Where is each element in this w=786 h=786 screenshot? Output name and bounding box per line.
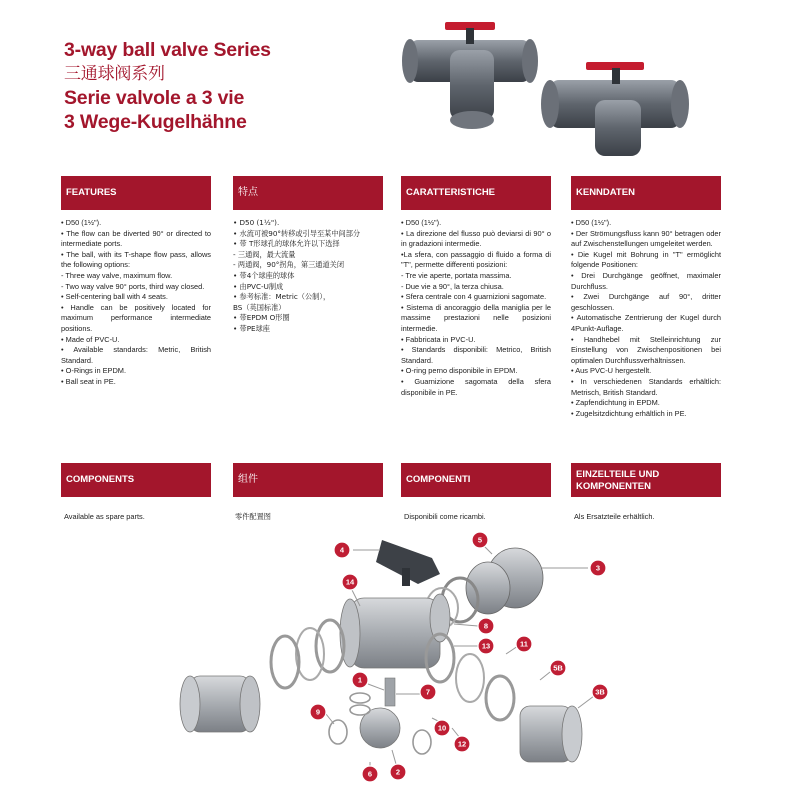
feature-line: • Handle can be positively located for maximum performance intermediate positions. [61, 302, 211, 333]
features-zh-body [233, 210, 383, 335]
components-it-header: COMPONENTI [401, 463, 551, 497]
callout-12-label: 12 [457, 739, 467, 749]
feature-line: • Die Kugel mit Bohrung in "T" ermöglicht folgende Positionen: [571, 249, 721, 270]
feature-line: • Der Strömungsfluss kann 90° betragen oder auf Zwischenstellungen umgeleitet werden. [571, 228, 721, 249]
feature-line: • La direzione del flusso può deviarsi di 90° o in gradazioni intermedie. [401, 228, 551, 249]
components-en-note: Available as spare parts. [64, 512, 145, 521]
callout-8-label: 8 [483, 621, 489, 631]
valve-body-part [340, 594, 450, 668]
callout-8 [454, 618, 494, 634]
feature-line: • In verschiedenen Standards erhältlich: Metrisch, British Standard. [571, 376, 721, 397]
callout-6-label: 6 [367, 769, 373, 779]
callout-5-label: 5 [477, 535, 483, 545]
components-zh-header-text: 组件 [238, 474, 258, 485]
features-zh-column [233, 176, 383, 335]
feature-line: • 带 T形球孔的球体允许以下选择 [233, 239, 340, 249]
callout-13-label: 13 [481, 641, 491, 651]
ball-and-stem [329, 675, 431, 754]
callout-10 [432, 718, 450, 736]
valve-photo-1 [402, 22, 538, 129]
components-zh-note: 零件配置图 [235, 512, 271, 521]
callout-4-label: 4 [339, 545, 345, 555]
callout-10-label: 10 [437, 723, 447, 733]
feature-line: - 两通阀，90°拐角，第三通道关闭 [233, 260, 345, 270]
callout-3-label: 3 [595, 563, 601, 573]
title-en: 3-way ball valve Series [64, 39, 271, 61]
callout-1-label: 1 [357, 675, 363, 685]
feature-line: • 由PVC-U制成 [233, 281, 284, 291]
features-en-header: FEATURES [61, 176, 211, 210]
callout-13 [454, 638, 494, 654]
title-it: Serie valvole a 3 vie [64, 87, 245, 109]
callout-5 [472, 532, 492, 554]
callout-1 [352, 672, 384, 690]
feature-line: BS（英国标准） [233, 302, 286, 312]
feature-line: • 水流可被90°转移或引导至某中间部分 [233, 228, 361, 238]
callout-2-label: 2 [395, 767, 401, 777]
callout-7-label: 7 [425, 687, 431, 697]
components-en-header: COMPONENTS [61, 463, 211, 497]
feature-line: • D50 (1½"). [233, 218, 280, 227]
features-zh-header [233, 176, 383, 210]
feature-line: • The flow can be diverted 90° or directed to intermediate ports. [61, 228, 211, 249]
left-rings [271, 620, 344, 688]
components-zh-header [233, 463, 383, 497]
feature-line: • Zapfendichtung in EPDM. [571, 398, 660, 408]
feature-line: • 带4个球座的球体 [233, 270, 295, 280]
features-it-column [401, 176, 551, 398]
feature-line: • Guarnizione sagomata della sfera disponibile in PE. [401, 376, 551, 397]
feature-line: • Sfera centrale con 4 guarnizioni sagomate. [401, 292, 547, 302]
callout-3 [542, 560, 606, 576]
features-de-column [571, 176, 721, 419]
components-it-note: Disponibili come ricambi. [404, 512, 486, 521]
feature-line: •La sfera, con passaggio di fluido a forma di "T", permette differenti posizioni: [401, 249, 551, 270]
feature-line: • 带EPDM O形圈 [233, 313, 290, 323]
feature-line: • Drei Durchgänge geöffnet, maximaler Durchfluss. [571, 270, 721, 291]
callout-3b-label: 3B [595, 687, 605, 697]
exploded-diagram [170, 528, 630, 786]
feature-line: • The ball, with its T-shape flow pass, allows the following options: [61, 249, 211, 270]
callout-12 [452, 728, 470, 752]
callout-3b [578, 684, 608, 708]
callout-5b [540, 660, 566, 680]
feature-line: • D50 (1½"). [571, 218, 612, 227]
product-photo [390, 10, 700, 170]
feature-line: • Sistema di ancoraggio della maniglia per le massime prestazioni nelle posizioni intermedie. [401, 302, 551, 333]
callout-4 [334, 542, 380, 558]
feature-line: - Two way valve 90° ports, third way closed. [61, 281, 205, 291]
components-en-column [61, 463, 211, 497]
feature-line: • D50 (1½"). [401, 218, 442, 227]
components-zh-column [233, 463, 383, 497]
feature-line: - Three way valve, maximum flow. [61, 270, 173, 280]
callout-6 [362, 762, 378, 782]
feature-line: • D50 (1½"). [61, 218, 102, 227]
union-left [180, 676, 260, 732]
feature-line: • O-Rings in EPDM. [61, 366, 127, 376]
callout-11 [506, 636, 532, 654]
title-de: 3 Wege-Kugelhähne [64, 111, 247, 133]
features-it-body [401, 210, 551, 398]
feature-line: • 参考标准：Metric（公制）， [233, 292, 331, 302]
feature-line: • Available standards: Metric, British Standard. [61, 345, 211, 365]
feature-line: • Standards disponibili: Metrico, British Standard. [401, 345, 551, 365]
feature-line: • Handhebel mit Stelleinrichtung zur Einstellung von Zwischenpositionen bei optimalen Durchflussverhältnissen. [571, 334, 721, 365]
feature-line: • Fabbricata in PVC-U. [401, 334, 476, 344]
callout-9 [310, 704, 334, 724]
feature-line: - Tre vie aperte, portata massima. [401, 270, 512, 280]
bottom-right-parts [426, 634, 582, 762]
feature-line: • O-ring perno disponibile in EPDM. [401, 366, 518, 376]
callout-9-label: 9 [315, 707, 321, 717]
components-it-column [401, 463, 551, 497]
feature-line: • 带PE球座 [233, 323, 270, 333]
feature-line: - Due vie a 90°, la terza chiusa. [401, 281, 504, 291]
feature-line: • Zwei Durchgänge auf 90°, dritter geschlossen. [571, 292, 721, 312]
feature-line: • Made of PVC-U. [61, 334, 120, 344]
features-zh-header-text: 特点 [238, 187, 258, 198]
features-de-body [571, 210, 721, 419]
valve-photo-2 [541, 62, 689, 156]
components-de-header: EINZELTEILE UND KOMPONENTEN [571, 463, 721, 497]
feature-line: • Zugelsitzdichtung erhältlich in PE. [571, 408, 687, 418]
features-it-header: CARATTERISTICHE [401, 176, 551, 210]
feature-line: • Aus PVC-U hergestellt. [571, 366, 652, 376]
callout-11-label: 11 [520, 639, 528, 649]
feature-line: - 三通阀，最大流量 [233, 249, 296, 259]
feature-line: • Automatische Zentrierung der Kugel durch 4Punkt-Auflage. [571, 313, 721, 333]
components-de-column [571, 463, 721, 497]
feature-line: • Ball seat in PE. [61, 376, 116, 386]
callout-7 [396, 684, 436, 700]
components-de-note: Als Ersatzteile erhältlich. [574, 512, 655, 521]
feature-line: • Self-centering ball with 4 seats. [61, 292, 168, 302]
title-zh: 三通球阀系列 [64, 64, 165, 84]
features-de-header: KENNDATEN [571, 176, 721, 210]
features-en-body [61, 210, 211, 388]
title-block [64, 38, 271, 134]
handle-part [376, 540, 440, 586]
callout-2 [390, 750, 406, 780]
callout-5b-label: 5B [553, 663, 563, 673]
features-en-column [61, 176, 211, 388]
callout-14-label: 14 [345, 577, 355, 587]
